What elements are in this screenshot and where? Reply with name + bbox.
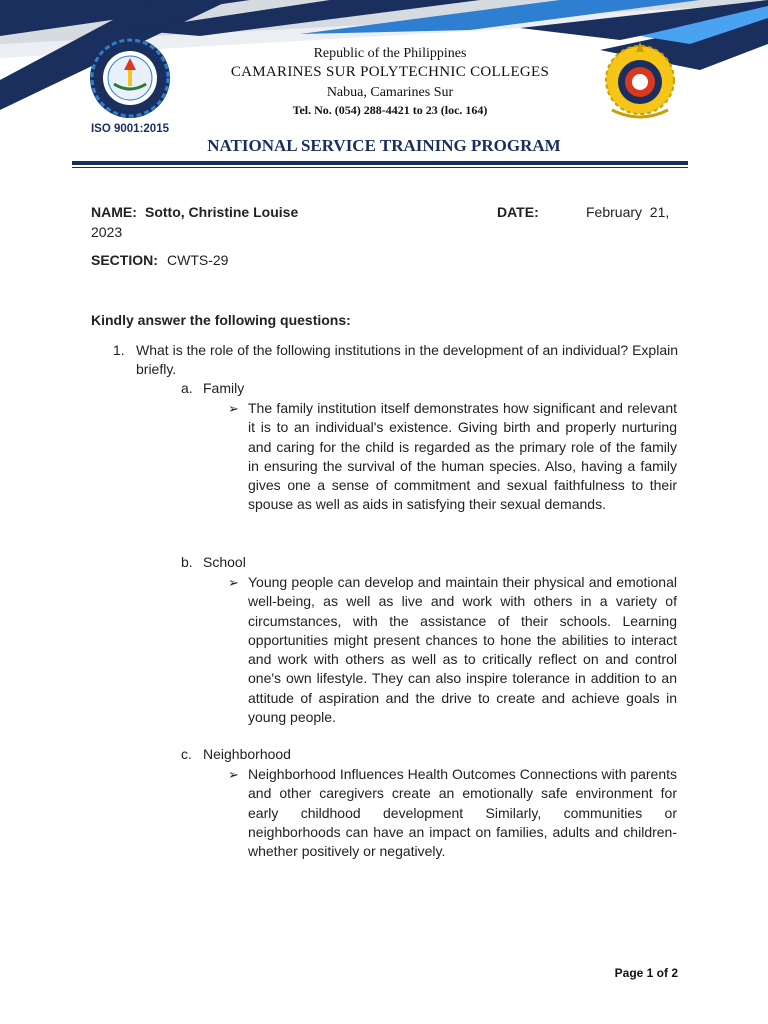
item-c-letter: c. — [181, 746, 192, 762]
iso-badge-text: ISO 9001:2015 — [90, 123, 170, 135]
program-title: NATIONAL SERVICE TRAINING PROGRAM — [207, 136, 561, 155]
header-divider-thin — [72, 167, 688, 168]
section-label: SECTION: — [91, 252, 158, 268]
question-text: What is the role of the following institutions in the development of an individual? Explain briefly. — [136, 342, 678, 378]
header-telephone: Tel. No. (054) 288-4421 to 23 (loc. 164) — [292, 103, 488, 117]
item-a-label: Family — [203, 380, 245, 396]
section-value: CWTS-29 — [167, 252, 229, 268]
item-b-label: School — [203, 554, 246, 570]
instructions-heading: Kindly answer the following questions: — [91, 312, 351, 328]
header-divider — [72, 161, 688, 165]
date-value: February 21, — [586, 204, 670, 220]
header-address: Nabua, Camarines Sur — [326, 85, 454, 100]
nstp-seal-logo — [602, 38, 678, 124]
cspc-seal-logo — [84, 36, 180, 136]
name-label: NAME: — [91, 204, 137, 220]
item-c-label: Neighborhood — [203, 746, 291, 762]
header-college-name: CAMARINES SUR POLYTECHNIC COLLEGES — [230, 64, 550, 80]
date-year: 2023 — [91, 224, 123, 240]
question-number: 1. — [113, 342, 125, 358]
name-value: Sotto, Christine Louise — [145, 204, 299, 220]
header-republic: Republic of the Philippines — [313, 46, 467, 61]
item-a-answer: The family institution itself demonstrates how significant and relevant it is to an individual's existence. Giving birth and properly nurturing and caring for the child is regarded as the primary role of the family in ensuring the survival of the human species. Also, having a family gives one a sense of commitment and sexual faithfulness to their spouse as well as aids in satisfying their sexual demands. — [248, 400, 677, 513]
page-number: Page 1 of 2 — [614, 966, 678, 980]
item-b-letter: b. — [181, 554, 193, 570]
date-label: DATE: — [497, 204, 539, 220]
arrow-bullet-icon: ➢ — [228, 401, 239, 416]
item-b-answer: Young people can develop and maintain their physical and emotional well-being, as well as live and work with others in a variety of circumstances, with the assistance of their schools. Learning opportunities might present chances to hone the abilities to interact and work with others as well as to critically reflect on and control one's own lifestyle. They can also inspire tolerance in addition to an attitude of aspiration and the drive to create and achieve goals in young people. — [248, 574, 677, 726]
arrow-bullet-icon: ➢ — [228, 575, 239, 590]
item-a-letter: a. — [181, 380, 193, 396]
arrow-bullet-icon: ➢ — [228, 767, 239, 782]
item-c-answer: Neighborhood Influences Health Outcomes Connections with parents and other caregivers create an emotionally safe environment for early childhood development Similarly, communities or neighborhoods can have an impact on families, adults and children-whether positively or negatively. — [248, 766, 677, 860]
